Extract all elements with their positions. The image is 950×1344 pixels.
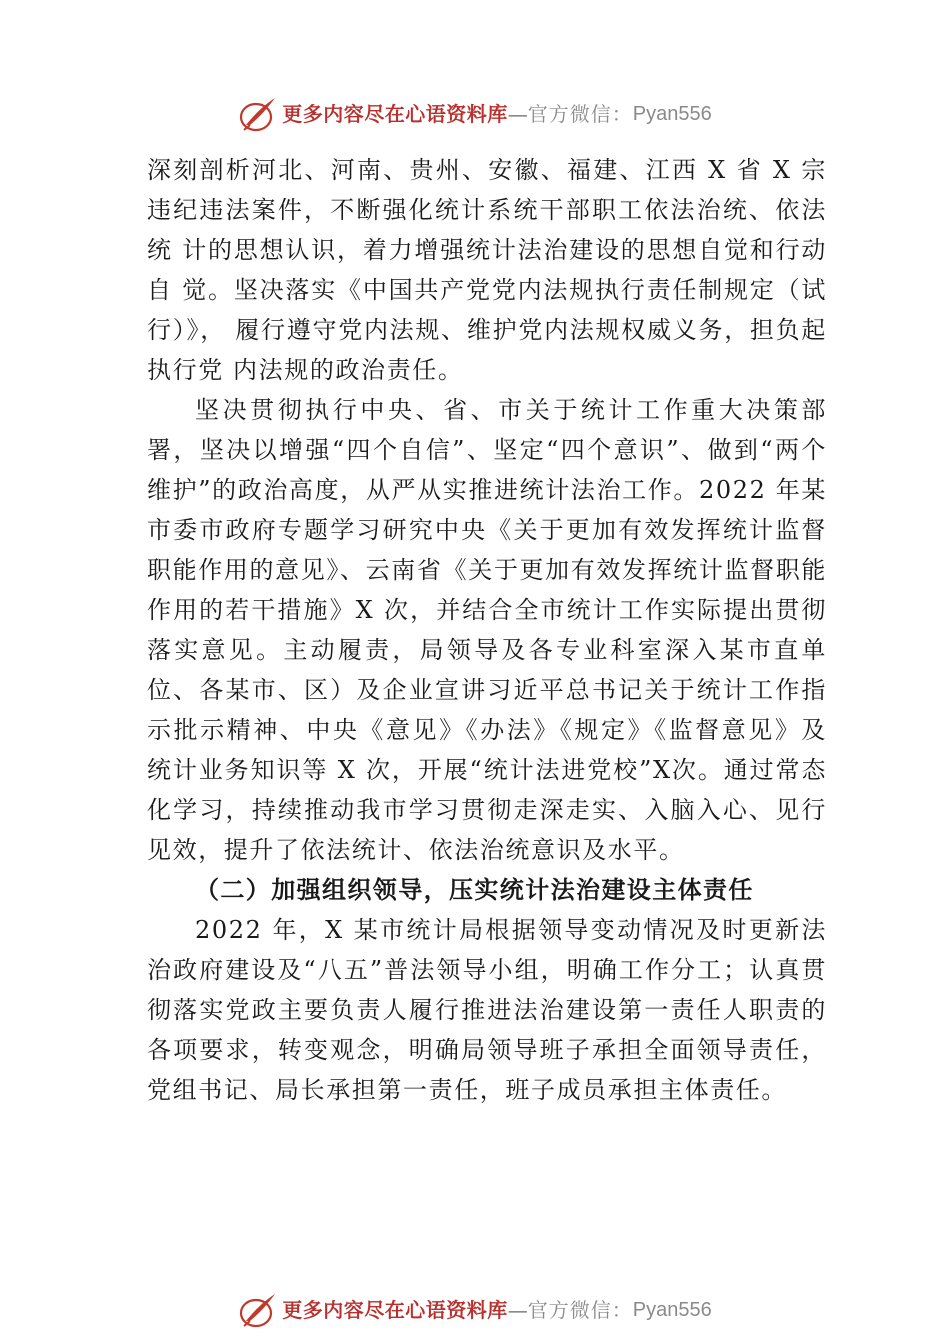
paragraph: 坚决贯彻执行中央、省、市关于统计工作重大决策部署，坚决以增强“四个自信”、坚定“四个意识”、做到“两个维护”的政治高度，从严从实推进统计法治工作。2022 年某市委市政府专题学习研究中央《关于更加有效发挥统计监督职能作用的意见》、云南省《关于更加有效发挥统计监督职能作用的若干措施》X 次，并结合全市统计工作实际提出贯彻落实意见。主动履责，局领导及各专业科室深入某市直单位、各某市、区）及企业宣讲习近平总书记关于统计工作指示批示精神、中央《意见》《办法》《规定》《监督意见》及统计业务知识等 X 次，开展“统计法进党校”X次。通过常态化学习，持续推动我市学习贯彻走深走实、入脑入心、见行见效，提升了依法统计、依法治统意识及水平。 — [147, 396, 827, 864]
promo-text: 更多内容尽在心语资料库 — [282, 102, 508, 126]
banner-dash: — — [507, 1298, 528, 1322]
document-body — [147, 150, 827, 1110]
section-heading: （二）加强组织领导，压实统计法治建设主体责任 — [195, 875, 754, 904]
footer-banner — [0, 1290, 950, 1330]
wechat-id: Pyan556 — [632, 1299, 712, 1321]
header-banner — [0, 94, 950, 134]
paragraph-continued: 深刻剖析河北、河南、贵州、安徽、福建、江西 X 省 X 宗违纪违法案件，不断强化统计系统干部职工依法治统、依法统 计的思想认识，着力增强统计法治建设的思想自觉和行动自 觉。坚决落实《中国共产党党内法规执行责任制规定（试行）》， 履行遵守党内法规、维护党内法规权威义务，担负起执行党 内法规的政治责任。 — [147, 156, 827, 384]
wechat-id: Pyan556 — [632, 103, 712, 125]
promo-text: 更多内容尽在心语资料库 — [282, 1298, 508, 1322]
quill-pen-icon — [238, 1291, 278, 1329]
quill-pen-icon — [238, 95, 278, 133]
wechat-label: 官方微信： — [527, 102, 633, 126]
banner-dash: — — [507, 102, 528, 126]
wechat-label: 官方微信： — [527, 1298, 633, 1322]
paragraph: 2022 年，X 某市统计局根据领导变动情况及时更新法治政府建设及“八五”普法领导小组，明确工作分工；认真贯彻落实党政主要负责人履行推进法治建设第一责任人职责的各项要求，转变观念，明确局领导班子承担全面领导责任，党组书记、局长承担第一责任，班子成员承担主体责任。 — [147, 916, 827, 1104]
